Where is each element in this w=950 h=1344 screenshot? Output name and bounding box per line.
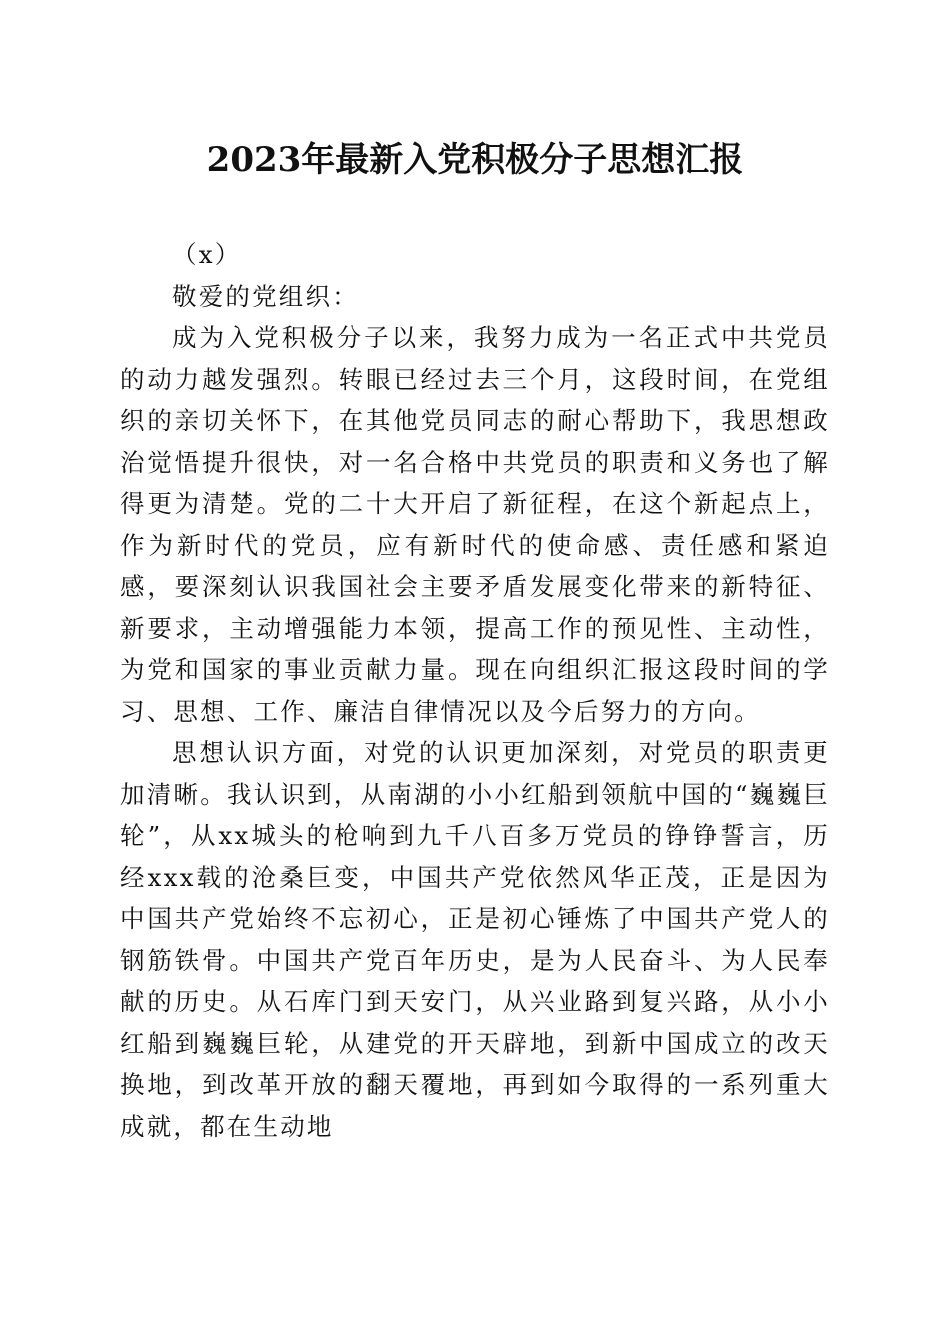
paragraph: 成为入党积极分子以来，我努力成为一名正式中共党员的动力越发强烈。转眼已经过去三个月，这段时间，在党组织的亲切关怀下，在其他党员同志的耐心帮助下，我思想政治觉悟提升很快，对一名合格中共党员的职责和义务也了解得更为清楚。党的二十大开启了新征程，在这个新起点上，作为新时代的党员，应有新时代的使命感、责任感和紧迫感，要深刻认识我国社会主要矛盾发展变化带来的新特征、新要求，主动增强能力本领，提高工作的预见性、主动性，为党和国家的事业贡献力量。现在向组织汇报这段时间的学习、思想、工作、廉洁自律情况以及今后努力的方向。 bbox=[120, 323, 830, 726]
document-body bbox=[120, 234, 830, 1147]
document-title: 2023年最新入党积极分子思想汇报 bbox=[206, 140, 744, 180]
paragraph: 思想认识方面，对党的认识更加深刻，对党员的职责更加清晰。我认识到，从南湖的小小红船到领航中国的“巍巍巨轮”，从xx城头的枪响到九千八百多万党员的铮铮誓言，历经xxx载的沧桑巨变，中国共产党依然风华正茂，正是因为中国共产党始终不忘初心，正是初心锤炼了中国共产党人的钢筋铁骨。中国共产党百年历史，是为人民奋斗、为人民奉献的历史。从石库门到天安门，从兴业路到复兴路，从小小红船到巍巍巨轮，从建党的开天辟地，到新中国成立的改天换地，到改革开放的翻天覆地，再到如今取得的一系列重大成就，都在生动地 bbox=[120, 738, 830, 1141]
author-line: （x） bbox=[172, 240, 242, 269]
salutation: 敬爱的党组织： bbox=[172, 281, 359, 311]
